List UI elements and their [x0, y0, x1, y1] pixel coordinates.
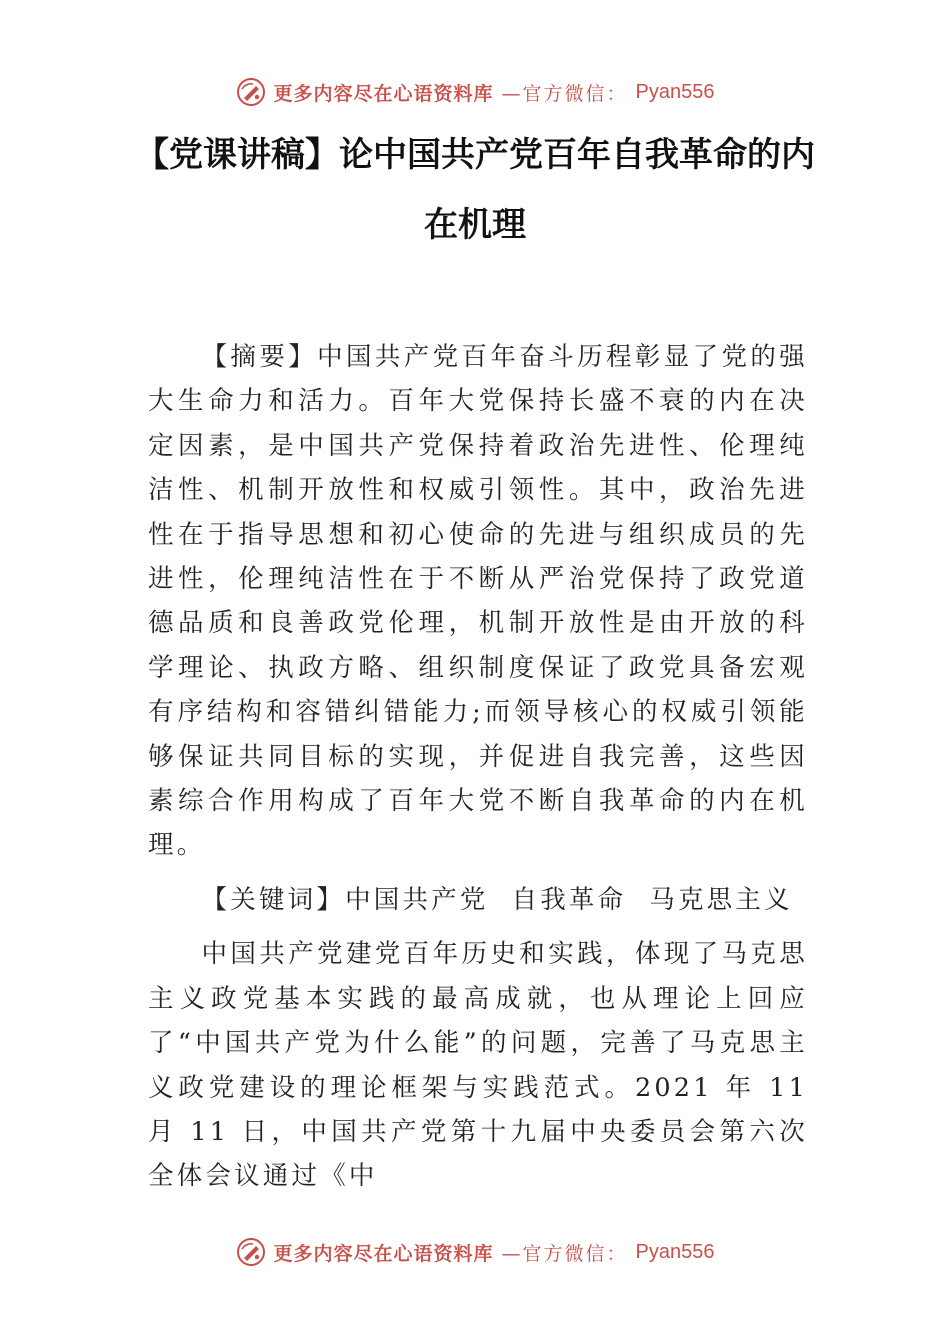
brand-wechat-id: Pyan556: [635, 1240, 715, 1263]
body-paragraph: 中国共产党建党百年历史和实践，体现了马克思主义政党基本实践的最高成就，也从理论上回应了“中国共产党为什么能”的问题，完善了马克思主义政党建设的理论框架与实践范式。2021 年 11 月 11 日，中国共产党第十九届中央委员会第六次全体会议通过《中: [148, 939, 808, 1192]
header-brand-banner: [0, 72, 950, 112]
title-line-1: 【党课讲稿】论中国共产党百年自我革命的内: [135, 135, 815, 175]
title-line-2: 在机理: [424, 205, 526, 245]
brand-name: 更多内容尽在心语资料库: [273, 1242, 494, 1265]
keyword: 马克思主义: [649, 884, 793, 915]
keywords-label: 【关键词】: [201, 884, 346, 915]
abstract-paragraph: 【摘要】中国共产党百年奋斗历程彰显了党的强大生命力和活力。百年大党保持长盛不衰的内在决定因素，是中国共产党保持着政治先进性、伦理纯洁性、机制开放性和权威引领性。其中，政治先进性在于指导思想和初心使命的先进与组织成员的先进性，伦理纯洁性在于不断从严治党保持了政党道德品质和良善政党伦理，机制开放性是由开放的科学理论、执政方略、组织制度保证了政党具备宏观有序结构和容错纠错能力;而领导核心的权威引领能够保证共同目标的实现，并促进自我完善，这些因素综合作用构成了百年大党不断自我革命的内在机理。: [148, 342, 808, 861]
brand-logo-icon: [236, 1237, 266, 1267]
document-body: [148, 335, 808, 1199]
keyword: 中国共产党: [345, 884, 489, 915]
brand-wechat-label: —官方微信：: [501, 82, 628, 105]
brand-name: 更多内容尽在心语资料库: [273, 82, 494, 105]
footer-brand-banner: [0, 1232, 950, 1272]
brand-wechat-label: —官方微信：: [501, 1242, 628, 1265]
keywords-paragraph: [148, 878, 808, 922]
document-title: [100, 120, 850, 260]
brand-logo-icon: [236, 77, 266, 107]
brand-wechat-id: Pyan556: [635, 80, 715, 103]
keyword: 自我革命: [511, 884, 627, 915]
